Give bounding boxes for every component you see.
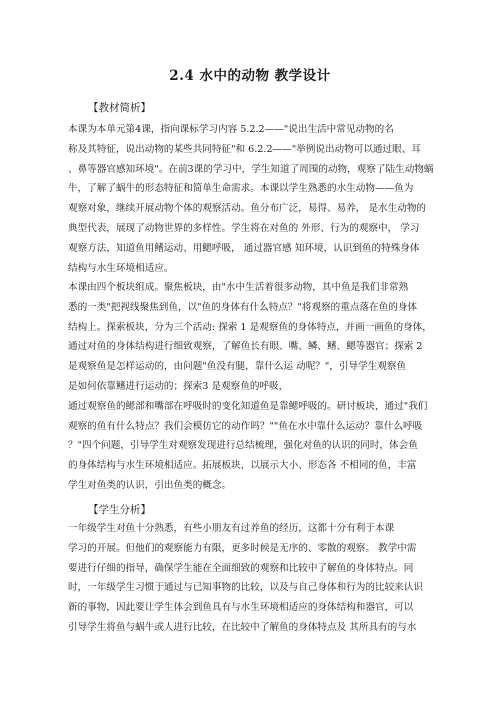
text-line: 学生对鱼类的认识，引出鱼类的概念。 [68,479,232,491]
text-line: 悉的一类"把视线聚焦到鱼，以"鱼的身体有什么特点？"将观察的重点落在鱼的身体 [68,301,418,313]
document-title: 2.4 水中的动物 教学设计 [169,68,331,84]
text-line: 时，一年级学生习惯于通过与已知事物的比较，以及与自己身体和行为的比较来认识 [68,582,423,594]
text-line: 学习的开展。但他们的观察能力有限，更多时候是无序的、零散的观察。 教学中需 [68,542,417,554]
text-line: ？"四个问题，引导学生对观察发现进行总结梳理，强化对鱼的认识的同时，体会鱼 [68,440,418,452]
paragraph [68,519,436,638]
text-line: 通过观察鱼的鳃部和嘴部在呼吸时的变化知道鱼是靠鳃呼吸的。研讨板块，通过"我们 [68,400,428,412]
text-line: 观察对象，继续开展动物个体的观察活动。鱼分布广泛，易得、易养， 是水生动物的 [68,203,427,215]
text-line: 是如何依靠鳍进行运动的；探索3 是观察鱼的呼吸， [68,380,289,392]
text-line: 牛，了解了蜗牛的形态特征和简单生命需求。本课以学生熟悉的水生动物——鱼为 [68,183,414,195]
text-line: 要进行仔细的指导，确保学生能在全面细致的观察和比较中了解鱼的身体特点。同 [68,562,414,574]
text-line: 、鼻等器官感知环境"。在前3课的学习中，学生知道了周围的动物，观察了陆生动物蜗 [68,163,434,175]
text-line: 本课由四个板块组成。聚焦板块，由"水中生活着很多动物，其中鱼是我们非常熟 [68,282,409,293]
text-line: 是观察鱼是怎样运动的，由问题"鱼没有腿，靠什么运 动呢？"，引导学生观察鱼 [68,361,407,373]
text-line: 观察方法，知道鱼用鳍运动、用鳃呼吸， 通过器官感 知环境，认识到鱼的特殊身体 [68,242,420,254]
text-line: 称及其特征，说出动物的某些共同特征"和 6.2.2——"举例说出动物可以通过眼、耳 [68,143,421,155]
text-line: 结构上。探索板块，分为三个活动: 探索 1 是观察鱼的身体特点，并画一画鱼的身体， [68,321,432,333]
text-line: 结构与水生环境相适应。 [68,262,174,274]
text-line: 一年级学生对鱼十分熟悉，有些小朋友有过养鱼的经历，这都十分有利于本课 [68,523,395,534]
text-line: 通过对鱼的身体结构进行细致观察，了解鱼长有眼、嘴、鳞、鳍、鳃等器官；探索 2 [68,341,423,353]
text-line: 观察的鱼有什么特点？我们会模仿它的动作吗？""鱼在水中靠什么运动？靠什么呼吸 [68,420,423,432]
section-heading-textbook-analysis: 【教材简析】 [88,102,151,114]
text-line: 引导学生将鱼与蜗牛或人进行比较，在比较中了解鱼的身体特点及 其所具有的与水 [68,621,417,633]
text-line: 典型代表，展现了动物世界的多样性。学生将在对鱼的 外形、行为的观察中， 学习 [68,222,420,234]
text-line: 本课为本单元第4课，指向课标学习内容 5.2.2——"说出生活中常见动物的名 [68,124,394,135]
text-line: 新的事物，因此要让学生体会到鱼具有与水生环境相适应的身体结构和器官，可以 [68,602,414,614]
text-line: 的身体结构与水生环境相适应。拓展板块，以展示大小、形态各 不相同的鱼，丰富 [68,460,417,472]
paragraph [68,120,436,278]
section-heading-student-analysis: 【学生分析】 [88,504,151,516]
paragraph [68,278,436,496]
